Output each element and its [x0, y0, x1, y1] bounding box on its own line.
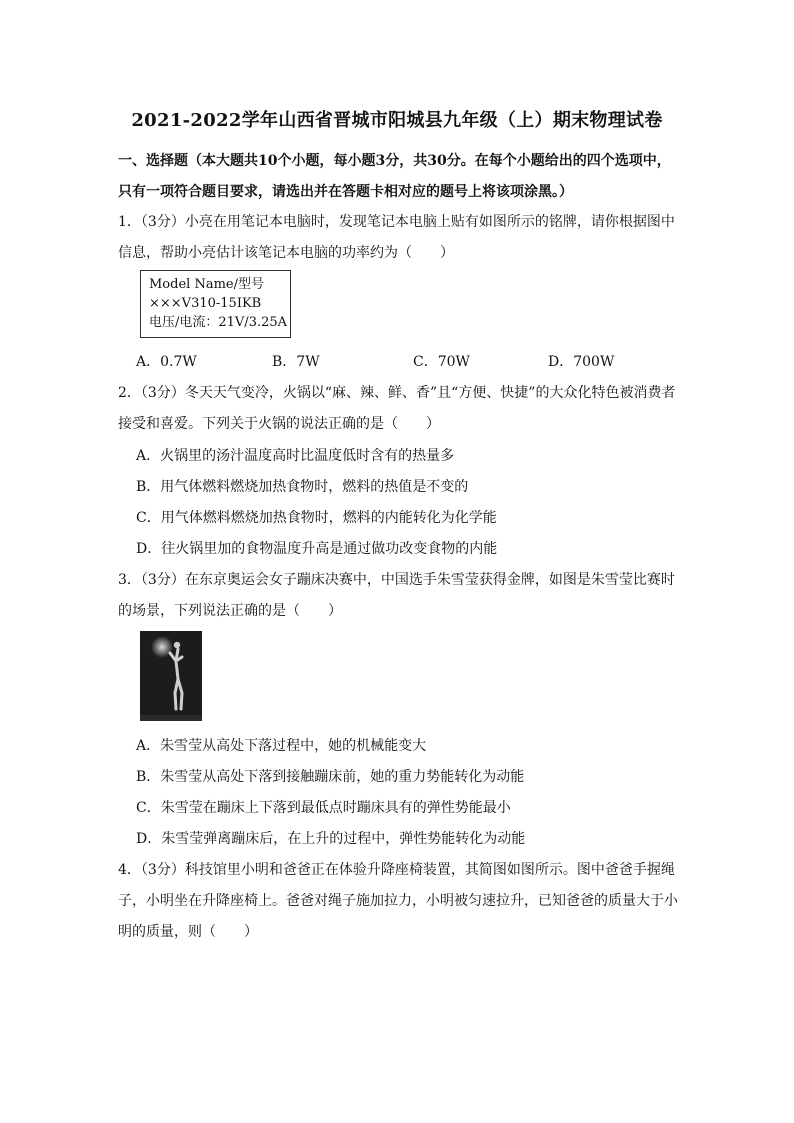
nameplate-line: ×××V310-15IKB [149, 296, 262, 311]
option-c: C．70W [413, 354, 470, 370]
question-3 [118, 565, 678, 627]
nameplate-line: Model Name/型号 [149, 277, 264, 292]
section-heading: 一、选择题（本大题共10个小题，每小题3分，共30分。在每个小题给出的四个选项中，只有一项符合题目要求，请选出并在答题卡相对应的题号上将该项涂黑。） [118, 153, 671, 200]
option-b: B．7W [272, 354, 320, 370]
question-2 [118, 378, 678, 440]
option-c: C．用气体燃料燃烧加热食物时，燃料的内能转化为化学能 [136, 510, 497, 526]
question-stem: （3分）小亮在用笔记本电脑时，发现笔记本电脑上贴有如图所示的铭牌，请你根据图中信息，帮助小亮估计该笔记本电脑的功率约为（ ） [118, 214, 675, 261]
option-d: D．700W [548, 354, 615, 370]
question-number: 3． [118, 572, 141, 588]
option-b: B．朱雪莹从高处下落到接触蹦床前，她的重力势能转化为动能 [136, 769, 525, 785]
question-stem: （3分）冬天天气变冷，火锅以“麻、辣、鲜、香”且“方便、快捷”的大众化特色被消费者接受和喜爱。下列关于火锅的说法正确的是（ ） [118, 385, 676, 432]
nameplate-line: 电压/电流：21V/3.25A [149, 315, 288, 330]
option-a: A．0.7W [136, 354, 197, 370]
question-4 [118, 855, 678, 948]
option-d: D．朱雪莹弹离蹦床后，在上升的过程中，弹性势能转化为动能 [136, 831, 526, 847]
option-a: A．火锅里的汤汁温度高时比温度低时含有的热量多 [136, 448, 455, 464]
question-1 [118, 207, 678, 269]
question-number: 2． [118, 385, 141, 401]
athlete-figure-icon [140, 631, 202, 721]
trampoline-photo [140, 631, 202, 721]
question-stem: （3分）在东京奥运会女子蹦床决赛中，中国选手朱雪莹获得金牌，如图是朱雪莹比赛时的场景，下列说法正确的是（ ） [118, 572, 675, 619]
option-b: B．用气体燃料燃烧加热食物时，燃料的热值是不变的 [136, 479, 469, 495]
question-number: 1． [118, 214, 141, 230]
question-number: 4． [118, 862, 141, 878]
exam-title: 2021-2022学年山西省晋城市阳城县九年级（上）期末物理试卷 [131, 110, 663, 131]
question-stem: （3分）科技馆里小明和爸爸正在体验升降座椅装置，其简图如图所示。图中爸爸手握绳子，小明坐在升降座椅上。爸爸对绳子施加拉力，小明被匀速拉升，已知爸爸的质量大于小明的质量，则（ ） [118, 862, 678, 940]
nameplate-figure [140, 270, 291, 338]
option-d: D．往火锅里加的食物温度升高是通过做功改变食物的内能 [136, 541, 498, 557]
option-c: C．朱雪莹在蹦床上下落到最低点时蹦床具有的弹性势能最小 [136, 800, 511, 816]
option-a: A．朱雪莹从高处下落过程中，她的机械能变大 [136, 738, 427, 754]
